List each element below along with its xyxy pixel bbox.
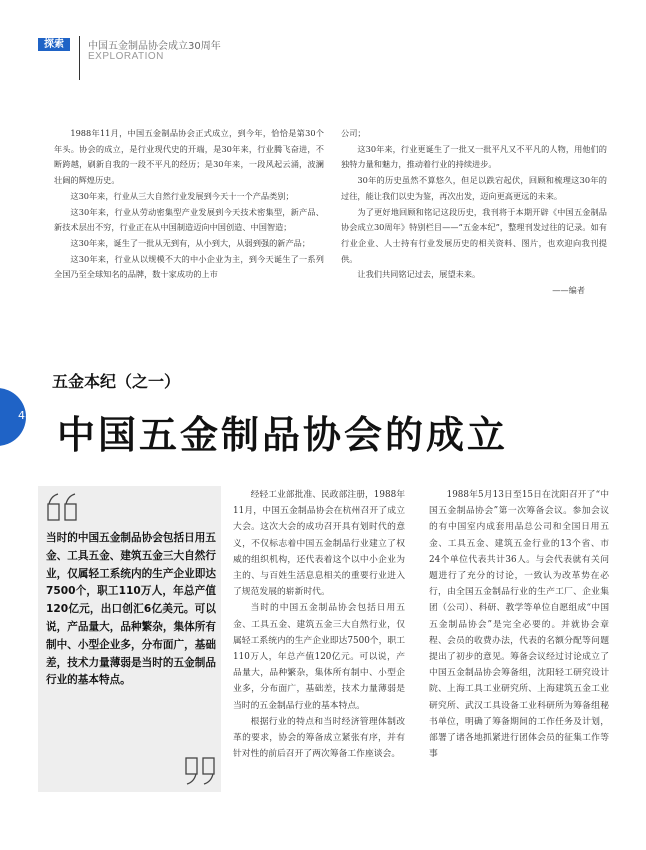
editor-signature: ——编者	[552, 285, 585, 296]
intro-paragraph: 这30年来，诞生了一批从无到有，从小到大，从弱到强的新产品；	[70, 237, 311, 248]
intro-paragraph: 为了更好地回顾和铭记这段历史，我刊将于本期开辟《中国五金制品协会成立30周年》特别栏目——“五金本纪”，整理刊发过往的记录。如有行业企业、人士持有行业发展历史的相关资料、图片，也欢迎向我刊提供。	[341, 206, 607, 264]
pull-quote-text: 当时的中国五金制品协会包括日用五金、工具五金、建筑五金三大自然行业，仅属轻工系统内的生产企业即达7500个，职工110万人，年总产值120亿元，出口创汇6亿美元。可以说，产品量大，品种繁杂，集体所有制中、小型企业多，分布面广，基础差，技术力量薄弱是当时的五金制品行业的基本特点。	[46, 532, 216, 687]
section-label: 五金本纪（之一）	[52, 372, 181, 391]
body-paragraph: 1988年5月13日至15日在沈阳召开了“中国五金制品协会”第一次筹备会议。参加会议的有中国室内成套用品总公司和全国日用五金、工具五金、建筑五金行业的13个省、市24个单位代表共计36人。与会代表就有关问题进行了充分的讨论，一致认为改革势在必行，由全国五金制品行业的生产工厂、企业集团（公司）、科研、教学等单位自愿组成“中国五金制品协会”是完全必要的。并就协会章程、会员的收费办法，代表的名额分配等问题提出了初步的意见。筹备会议经过讨论成立了中国五金制品协会筹备组，沈阳轻工研究设计院、上海工具工业研究所、上海建筑五金工业研究所、武汉工具设备工业科研所为筹备组秘书单位，明确了筹备期间的工作任务及计划，部署了诸各地抓紧进行团体会员的征集工作等事	[429, 490, 609, 760]
intro-paragraph: 1988年11月，中国五金制品协会正式成立，到今年，恰恰是第30个年头。协会的成立，是行业现代史的开端，是30年来，行业腾飞奋进，不断跨越，刷新自我的一段不平凡的经历；是30年来，一段风起云涌，波澜壮阔的辉煌历史。	[54, 128, 324, 186]
intro-paragraph: 这30年来，行业从劳动密集型产业发展到今天技术密集型，新产品、新技术层出不穷，行业正在从中国制造迈向中国创造、中国智造；	[54, 206, 324, 233]
intro-paragraph: 公司；	[341, 128, 366, 138]
page-header	[0, 36, 646, 76]
body-middle-column	[233, 487, 405, 762]
open-quote-icon	[46, 492, 80, 524]
page-number: 48	[18, 409, 32, 422]
intro-left-column	[54, 126, 324, 283]
header-subtitle: EXPLORATION	[88, 51, 164, 62]
close-quote-icon	[183, 754, 217, 786]
body-paragraph: 经轻工业部批准、民政部注册，1988年11月，中国五金制品协会在杭州召开了成立大会。这次大会的成功召开具有划时代的意义，不仅标志着中国五金制品行业建立了权威的组织机构，还代表着这个以中小企业为主的、与百姓生活息息相关的重要行业进入了规范发展的崭新时代。	[233, 490, 405, 598]
section-tag: 探索	[38, 38, 70, 51]
intro-paragraph: 这30年来，行业从三大自然行业发展到今天十一个产品类别；	[70, 190, 294, 201]
body-paragraph: 根据行业的特点和当时经济管理体制改革的要求，协会的筹备成立紧张有序，并有针对性的前后召开了两次筹备工作座谈会。	[233, 716, 405, 760]
intro-paragraph: 让我们共同铭记过去，展望未来。	[357, 269, 481, 280]
body-paragraph: 当时的中国五金制品协会包括日用五金、工具五金、建筑五金三大自然行业，仅属轻工系统内的生产企业即达7500个，职工110万人，年总产值120亿元。可以说，产品量大，品种繁杂，集体所有制中、小型企业多，分布面广，基础差，技术力量薄弱是当时的五金制品行业的基本特点。	[233, 603, 405, 711]
body-right-column	[429, 487, 609, 762]
intro-paragraph: 30年的历史虽然不算悠久，但足以跌宕起伏，回顾和梳理这30年的过往，能让我们以史为鉴，再次出发，迈向更高更远的未来。	[341, 175, 607, 201]
intro-paragraph: 这30年来，行业从以规模不大的中小企业为主，到今天诞生了一系列全国乃至全球知名的品牌，数十家成功的上市	[54, 253, 324, 280]
header-divider	[79, 36, 80, 80]
intro-right-column	[341, 126, 607, 299]
article-title: 中国五金制品协会的成立	[57, 413, 509, 457]
header-title: 中国五金制品协会成立30周年	[88, 41, 221, 52]
intro-paragraph: 这30年来，行业更诞生了一批又一批平凡又不平凡的人物，用他们的独特力量和魅力，推动着行业的持续进步。	[341, 143, 607, 170]
